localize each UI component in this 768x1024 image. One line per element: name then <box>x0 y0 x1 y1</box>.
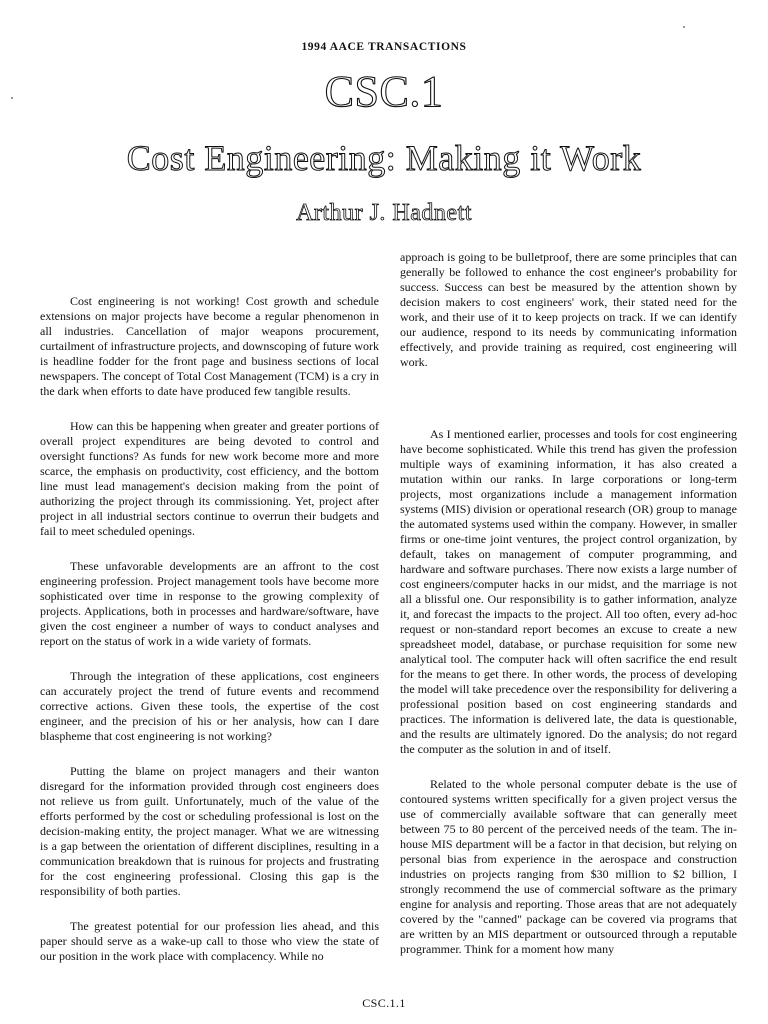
journal-header: 1994 AACE TRANSACTIONS <box>301 41 467 53</box>
section-heading-introduction: INTRODUCTION <box>161 258 258 270</box>
paper-id: CSC.1 <box>324 67 444 116</box>
section-heading-dos-and-donts: DO'S AND DON'TS <box>515 391 622 403</box>
left-column <box>40 250 379 964</box>
body-paragraph: These unfavorable developments are an affront to the cost engineering profession. Project management tools have become more sophisticated over time in response to the growing complexity of projects. Applications, both in processes and hardware/software, have given the cost engineer a number of ways to conduct analyses and report on the status of work in a wide variety of formats. <box>40 559 379 648</box>
body-paragraph: Putting the blame on project managers and their wanton disregard for the information provided through cost engineers does not relieve us from guilt. Unfortunately, much of the value of the efforts performed by the cost or scheduling professional is lost on the decision-making entity, the project manager. What we are witnessing is a gap between the orientation of different disciplines, resulting in a communication breakdown that is ruinous for projects and frustrating for the cost engineering professional. Closing this gap is the responsibility of both parties. <box>40 764 379 898</box>
body-paragraph: Through the integration of these applications, cost engineers can accurately project the trend of future events and recommend corrective actions. Given these tools, the expertise of the cost engineer, and the precision of his or her analysis, how can I dare blaspheme that cost engineering is not working? <box>40 669 379 743</box>
body-paragraph: How can this be happening when greater and greater portions of overall project expenditures are being devoted to control and oversight functions? As funds for new work become more and more scarce, the emphasis on productivity, cost efficiency, and the bottom line must lead management's decision making from the point of authorizing the project through its commissioning. Yet, project after project in all industrial sectors continue to overrun their budgets and fail to meet scheduled openings. <box>40 419 379 538</box>
body-paragraph: The greatest potential for our profession lies ahead, and this paper should serve as a wake-up call to those who view the state of our position in the work place with complacency. While no <box>40 919 379 963</box>
body-paragraph: Related to the whole personal computer debate is the use of contoured systems written specifically for a given project versus the use of commercially available software that can generally meet between 75 to 80 percent of the perceived needs of the team. The in-house MIS department will be a factor in that decision, but relying on personal bias from experience in the aerospace and construction industries on projects ranging from $30 million to $2 billion, I strongly recommend the use of commercial software as the primary engine for analysis and reporting. Those areas that are not adequately covered by the "canned" package can be covered via programs that are written by an MIS department or outsourced through a reputable programmer. Think for a moment how many <box>400 777 737 956</box>
paper-title: Cost Engineering: Making it Work <box>126 138 642 178</box>
body-paragraph-continued: approach is going to be bulletproof, there are some principles that can generally be followed to enhance the cost engineer's probability for success. Success can best be measured by the attention shown by decision makers to cost engineers' work, their stated need for the work, and their use of it to keep projects on track. If we can identify our audience, respond to its needs by communicating information effectively, and provide training as required, cost engineering will work. <box>400 250 737 369</box>
paper-author: Arthur J. Hadnett <box>296 200 472 226</box>
body-paragraph: Cost engineering is not working! Cost growth and schedule extensions on major projects have become a regular phenomenon in all industries. Cancellation of major weapons procurement, curtailment of infrastructure projects, and downscoping of future work is headline fodder for the front page and business sections of local newspapers. The concept of Total Cost Management (TCM) is a cry in the dark when efforts to date have produced few tangible results. <box>40 294 379 398</box>
scan-speck <box>683 26 685 28</box>
body-paragraph: As I mentioned earlier, processes and tools for cost engineering have become sophisticated. While this trend has given the profession multiple ways of examining information, it has also created a mutation within our ranks. In large corporations or long-term projects, most organizations include a management information systems (MIS) division or operational research (OR) group to manage the automated systems used within the company. However, in smaller firms or one-time joint ventures, the project control organization, by default, takes on management of computer programming, and hardware and software purchases. There now exists a large number of cost engineers/computer hacks in our midst, and the marriage is not all a blissful one. Our responsibility is to gather information, analyze it, and forecast the impacts to the project. All too often, every ad-hoc request or non-standard report becomes an excuse to create a new spreadsheet model, database, or purchase requisition for some new analytical tool. The computer hack will often sacrifice the end result for the means to get there. In other words, the process of developing the model will take precedence over the responsibility for delivering a professional position based on cost engineering standards and practices. The information is delivered late, the data is questionable, and the results are ultimately ignored. Do the analysis; do not regard the computer as the solution in and of itself. <box>400 427 737 756</box>
right-column <box>400 250 737 977</box>
page-number: CSC.1.1 <box>362 996 406 1010</box>
